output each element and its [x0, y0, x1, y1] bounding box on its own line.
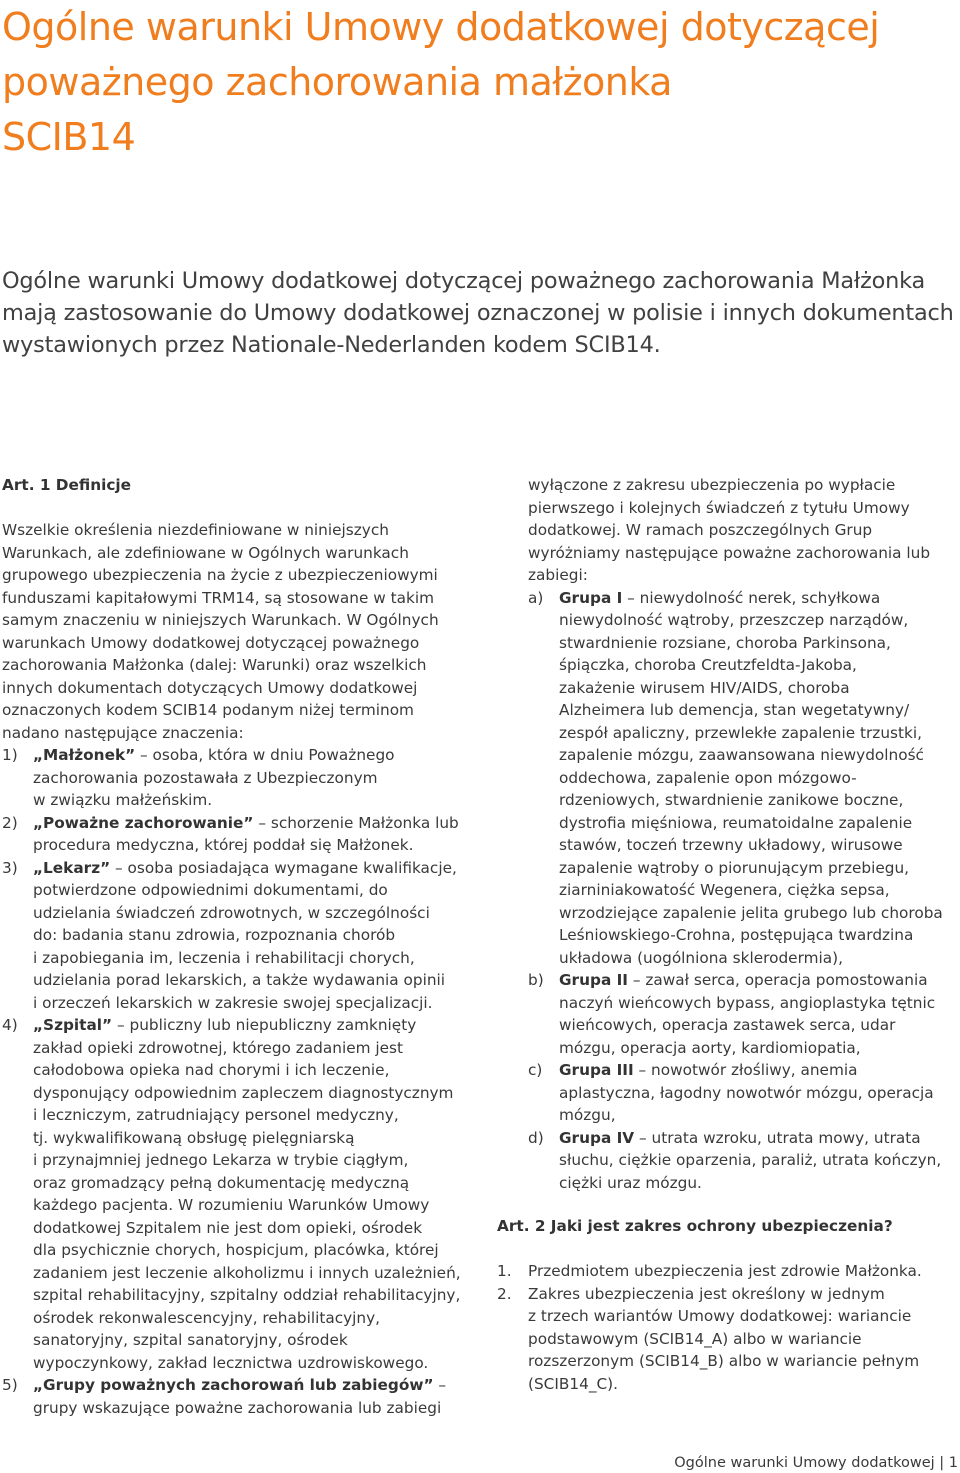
definition-line: dodatkowej Szpitalem nie jest dom opieki, ośrodek	[33, 1218, 423, 1237]
definition-continuation	[497, 474, 957, 587]
definition-line: i orzeczeń lekarskich w zakresie swojej specjalizacji.	[33, 993, 433, 1012]
continuation-line: zabiegi:	[528, 566, 588, 584]
group-name: Grupa I	[559, 588, 623, 607]
group-item	[528, 1127, 957, 1195]
definition-term: „Grupy poważnych zachorowań lub zabiegów”	[33, 1376, 434, 1394]
definition-text: – osoba posiadająca wymagane kwalifikacje,	[110, 858, 457, 877]
page-footer: Ogólne warunki Umowy dodatkowej | 1	[674, 1455, 958, 1471]
definition-text: – publiczny lub niepubliczny zamknięty	[112, 1016, 417, 1034]
group-line: ziarniniakowatość Wegenera, ciężka sepsa,	[559, 881, 890, 899]
group-line: stawów, toczeń trzewny układowy, wirusowe	[559, 836, 903, 854]
definition-line: i zapobiegania im, leczenia i rehabilitacji chorych,	[33, 948, 415, 967]
continuation-line: pierwszego i kolejnych świadczeń z tytułu Umowy	[528, 498, 910, 517]
group-line: zapalenie mózgu, zaawansowana niewydolność	[559, 746, 924, 764]
title-line: SCIB14	[2, 115, 136, 159]
art1-paragraph	[2, 519, 472, 744]
definition-text: –	[433, 1376, 447, 1394]
para-line: Warunkach, ale zdefiniowane w Ogólnych warunkach	[2, 543, 409, 562]
group-line: Leśniowskiego-Crohna, postępująca twardzina	[559, 926, 914, 944]
definition-line: zachorowania pozostawała z Ubezpieczonym	[33, 768, 378, 787]
scope-number: 2.	[497, 1284, 512, 1303]
para-line: innych dokumentach dotyczących Umowy dodatkowej	[2, 678, 418, 697]
group-line: mózgu,	[559, 1106, 616, 1124]
group-item	[528, 1059, 957, 1127]
group-line: niewydolność wątroby, przeszczep narządów,	[559, 611, 909, 629]
definition-line: zadaniem jest leczenie alkoholizmu i innych uzależnień,	[33, 1263, 461, 1282]
definition-line: każdego pacjenta. W rozumieniu Warunków Umowy	[33, 1196, 430, 1214]
group-line: naczyń wieńcowych bypass, angioplastyka tętnic	[559, 993, 936, 1012]
group-letter: a)	[528, 588, 544, 607]
para-line: oznaczonych kodem SCIB14 podanym niżej terminom	[2, 701, 414, 719]
definition-line: udzielania porad lekarskich, a także wydawania opinii	[33, 971, 446, 989]
left-column	[2, 474, 472, 1419]
continuation-line: dodatkowej. W ramach poszczególnych Grup	[528, 521, 873, 539]
definition-line: sanatoryjny, szpital sanatoryjny, ośrodek	[33, 1331, 348, 1349]
group-name: Grupa III	[559, 1061, 634, 1079]
scope-line: z trzech wariantów Umowy dodatkowej: wariancie	[528, 1307, 912, 1325]
definition-number: 1)	[2, 746, 18, 764]
scope-item	[497, 1283, 957, 1396]
document-title	[2, 0, 942, 165]
intro-paragraph	[2, 265, 957, 361]
scope-line: Zakres ubezpieczenia jest określony w jednym	[528, 1284, 885, 1303]
definition-term: „Szpital”	[33, 1016, 113, 1034]
scope-item	[497, 1260, 957, 1283]
group-line: wieńcowych, operacja zastawek serca, udar	[559, 1016, 896, 1034]
para-line: zachorowania Małżonka (dalej: Warunki) oraz wszelkich	[2, 656, 427, 674]
group-line: słuchu, ciężkie oparzenia, paraliż, utrata kończyn,	[559, 1151, 942, 1169]
group-text: – niewydolność nerek, schyłkowa	[622, 588, 881, 607]
group-letter: b)	[528, 971, 544, 989]
group-text: – zawał serca, operacja pomostowania	[627, 971, 928, 989]
definition-item	[2, 857, 472, 1015]
group-line: ciężki uraz mózgu.	[559, 1173, 702, 1192]
intro-line: wystawionych przez Nationale-Nederlanden kodem SCIB14.	[2, 332, 661, 358]
definition-item	[2, 1374, 472, 1419]
group-letter: c)	[528, 1061, 543, 1079]
group-line: śpiączka, choroba Creutzfeldta-Jakoba,	[559, 656, 857, 674]
group-item	[528, 969, 957, 1059]
group-line: mózgu, operacja aorty, kardiomiopatia,	[559, 1038, 861, 1057]
group-line: dystrofia mięśniowa, reumatoidalne zapalenie	[559, 813, 913, 832]
definition-line: i leczniczym, zatrudniający personel medyczny,	[33, 1106, 399, 1124]
definition-term: „Lekarz”	[33, 858, 111, 877]
definition-text: – schorzenie Małżonka lub	[253, 813, 459, 832]
scope-line: Przedmiotem ubezpieczenia jest zdrowie Małżonka.	[528, 1262, 922, 1280]
definition-number: 2)	[2, 813, 18, 832]
scope-line: podstawowym (SCIB14_A) albo w wariancie	[528, 1329, 862, 1348]
para-line: grupowego ubezpieczenia na życie z ubezpieczeniowymi	[2, 566, 438, 584]
title-line: Ogólne warunki Umowy dodatkowej dotyczącej	[2, 5, 880, 49]
definition-item	[2, 812, 472, 857]
continuation-line: wyróżniamy następujące poważne zachorowania lub	[528, 543, 931, 562]
group-text: – utrata wzroku, utrata mowy, utrata	[634, 1128, 921, 1147]
scope-number: 1.	[497, 1262, 512, 1280]
para-line: warunkach Umowy dodatkowej dotyczącej poważnego	[2, 633, 420, 652]
intro-line: Ogólne warunki Umowy dodatkowej dotyczącej poważnego zachorowania Małżonka	[2, 268, 926, 294]
para-line: samym znaczeniu w niniejszych Warunkach. W Ogólnych	[2, 611, 439, 629]
definition-line: i przynajmniej jednego Lekarza w trybie ciągłym,	[33, 1151, 409, 1169]
definition-item	[2, 744, 472, 812]
group-line: oddechowa, zapalenie opon mózgowo-	[559, 768, 857, 787]
para-line: funduszami kapitałowymi TRM14, są stosowane w takim	[2, 588, 434, 607]
group-line: aplastyczna, łagodny nowotwór mózgu, operacja	[559, 1083, 934, 1102]
definition-line: potwierdzone odpowiednimi dokumentami, do	[33, 881, 388, 899]
group-line: zakażenie wirusem HIV/AIDS, choroba	[559, 678, 850, 697]
definition-line: ośrodek rekonwalescencyjny, rehabilitacyjny,	[33, 1308, 381, 1327]
group-line: wrzodziejące zapalenie jelita grubego lub choroba	[559, 903, 943, 922]
group-line: Alzheimera lub demencja, stan wegetatywny/	[559, 701, 910, 719]
group-letter: d)	[528, 1128, 544, 1147]
group-line: zapalenie wątroby o piorunującym przebiegu,	[559, 858, 910, 877]
group-line: stwardnienie rozsiane, choroba Parkinsona,	[559, 633, 891, 652]
group-name: Grupa IV	[559, 1128, 635, 1147]
definition-line: oraz gromadzący pełną dokumentację medyczną	[33, 1173, 410, 1192]
definition-number: 4)	[2, 1016, 18, 1034]
scope-line: rozszerzonym (SCIB14_B) albo w wariancie pełnym	[528, 1352, 920, 1370]
definition-line: grupy wskazujące poważne zachorowania lub zabiegi	[33, 1398, 442, 1417]
group-text: – nowotwór złośliwy, anemia	[633, 1061, 858, 1079]
para-line: Wszelkie określenia niezdefiniowane w niniejszych	[2, 521, 389, 539]
definition-line: zakład opieki zdrowotnej, którego zadaniem jest	[33, 1038, 404, 1057]
definition-line: dysponujący odpowiednim zapleczem diagnostycznym	[33, 1083, 454, 1102]
title-line: poważnego zachorowania małżonka	[2, 60, 672, 104]
definition-line: wypoczynkowy, zakład lecznictwa uzdrowiskowego.	[33, 1353, 429, 1372]
definition-line: szpital rehabilitacyjny, szpitalny oddział rehabilitacyjny,	[33, 1286, 461, 1304]
para-line: nadano następujące znaczenia:	[2, 723, 244, 742]
art1-heading: Art. 1 Definicje	[2, 476, 132, 494]
continuation-line: wyłączone z zakresu ubezpieczenia po wypłacie	[528, 476, 896, 494]
art2-heading: Art. 2 Jaki jest zakres ochrony ubezpieczenia?	[497, 1217, 893, 1235]
group-line: rdzeniowych, stwardnienie zanikowe boczne,	[559, 791, 904, 809]
definition-number: 5)	[2, 1376, 18, 1394]
definition-term: „Poważne zachorowanie”	[33, 813, 254, 832]
intro-line: mają zastosowanie do Umowy dodatkowej oznaczonej w polisie i innych dokumentach	[2, 300, 954, 326]
definition-line: udzielania świadczeń zdrowotnych, w szczególności	[33, 903, 430, 922]
group-name: Grupa II	[559, 971, 628, 989]
group-line: układowa (uogólniona sklerodermia),	[559, 948, 843, 967]
definition-line: całodobowa opieka nad chorymi i ich leczenie,	[33, 1061, 390, 1079]
definition-line: w związku małżeńskim.	[33, 791, 213, 809]
definition-number: 3)	[2, 858, 18, 877]
scope-line: (SCIB14_C).	[528, 1374, 618, 1393]
group-item	[528, 587, 957, 970]
definition-item	[2, 1014, 472, 1374]
right-column	[497, 474, 957, 1395]
definition-line: tj. wykwalifikowaną obsługę pielęgniarską	[33, 1128, 355, 1147]
definition-line: do: badania stanu zdrowia, rozpoznania chorób	[33, 926, 396, 944]
group-line: zespół apaliczny, przewlekłe zapalenie trzustki,	[559, 723, 922, 742]
definition-line: procedura medyczna, której poddał się Małżonek.	[33, 836, 414, 854]
definition-text: – osoba, która w dniu Poważnego	[135, 746, 395, 764]
definition-term: „Małżonek”	[33, 746, 136, 764]
definition-line: dla psychicznie chorych, hospicjum, placówka, której	[33, 1241, 439, 1259]
